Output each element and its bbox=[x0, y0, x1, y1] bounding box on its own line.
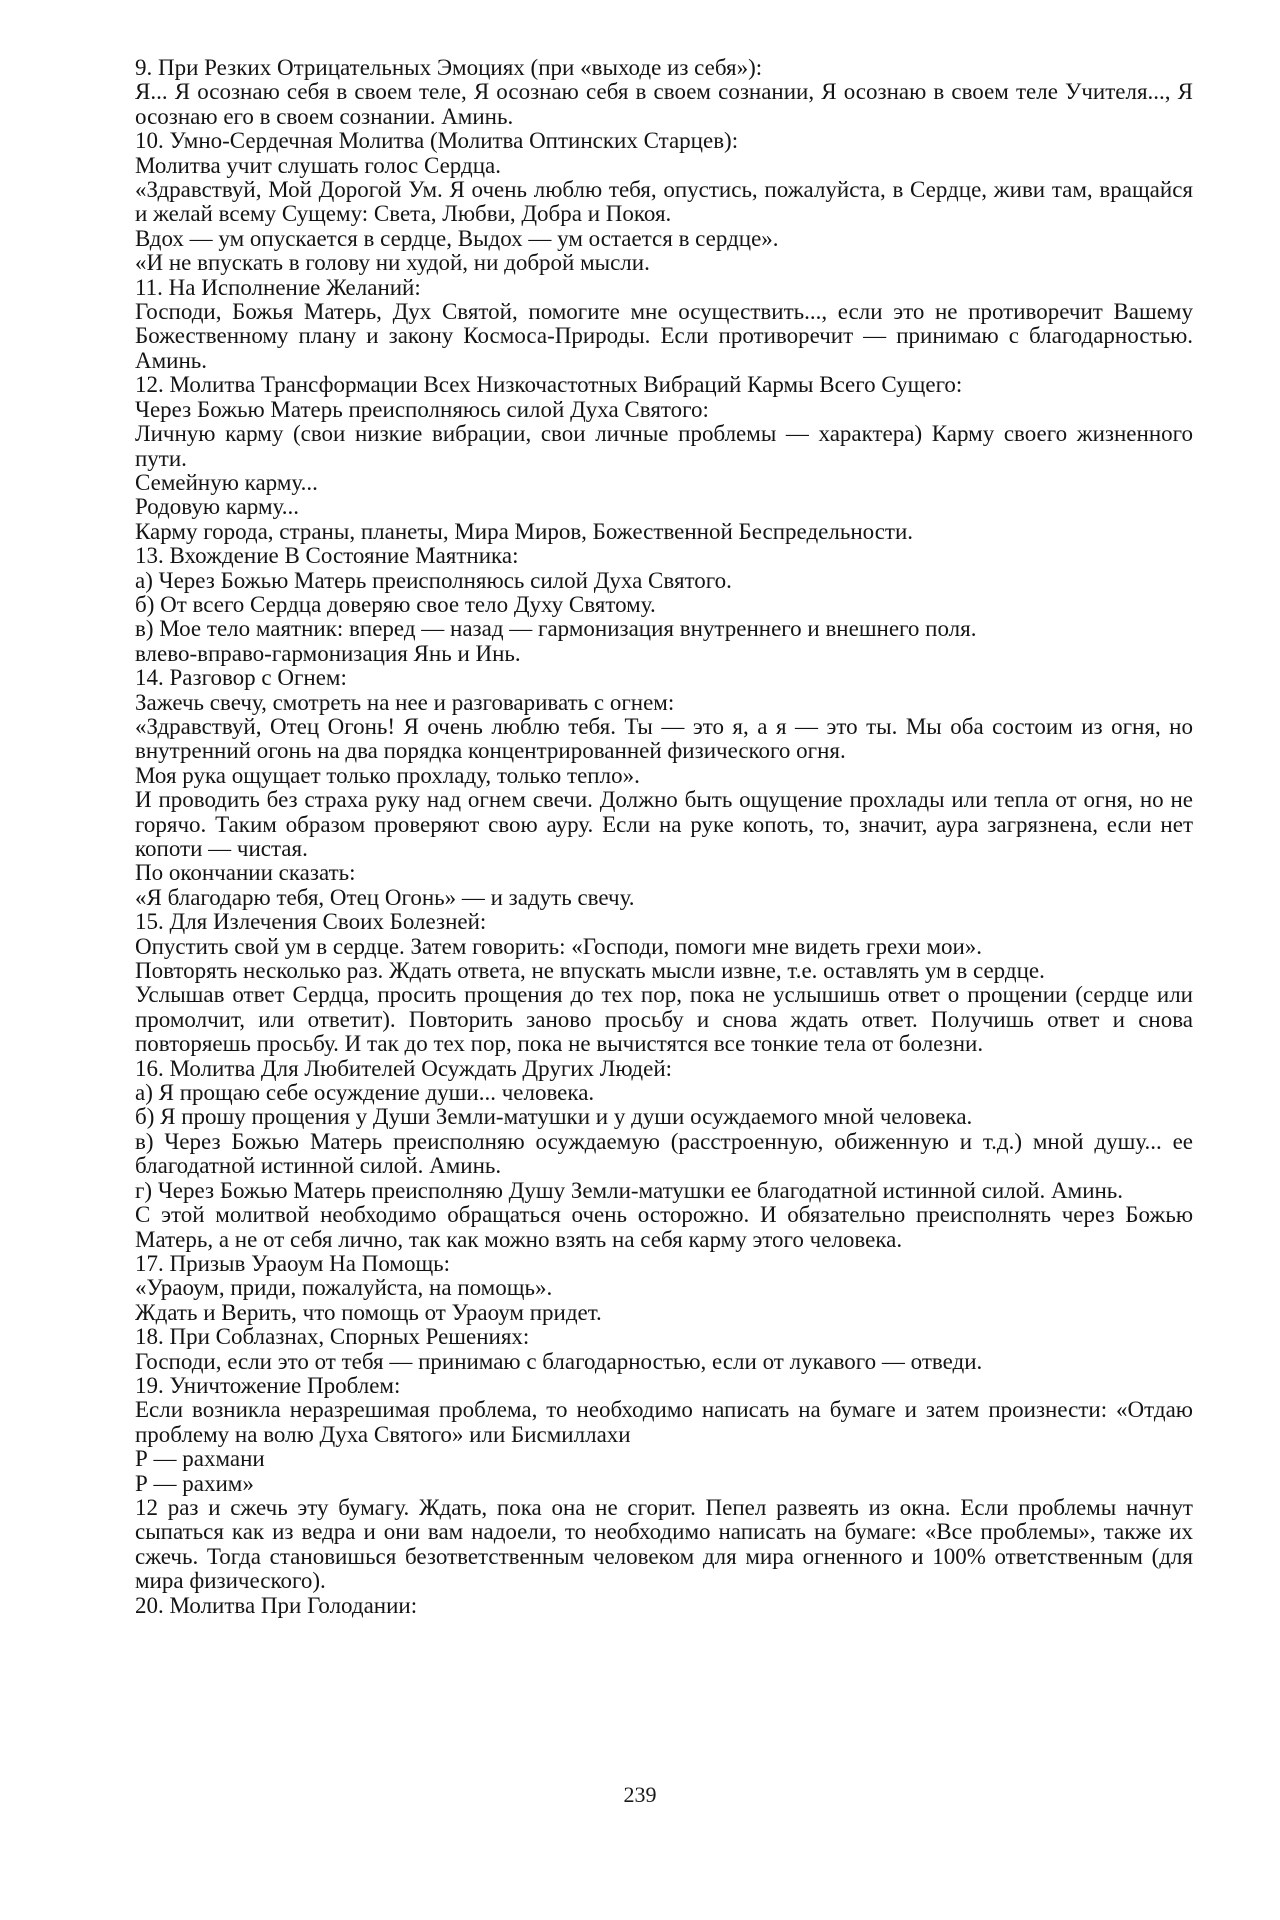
heading-10: 10. Умно-Сердечная Молитва (Молитва Оптинских Старцев): bbox=[135, 128, 739, 154]
paragraph: Услышав ответ Сердца, просить прощения до тех пор, пока не услышишь ответ о прощении (сердце или промолчит, или ответит). Повторить заново просьбу и снова ждать ответ. Получишь ответ и снова повторяешь просьбу. И так до тех пор, пока не вычистятся все тонкие тела от болезни. bbox=[135, 982, 1193, 1057]
paragraph: Молитва учит слушать голос Сердца. bbox=[135, 152, 501, 178]
paragraph: 12 раз и сжечь эту бумагу. Ждать, пока она не сгорит. Пепел развеять из окна. Если проблемы начнут сыпаться как из ведра и они вам надоели, то необходимо написать на бумаге: «Все проблемы», также их сжечь. Тогда становишься безответственным человеком для мира огненного и 100% ответственным (для мира физического). bbox=[135, 1494, 1193, 1594]
paragraph: Ждать и Верить, что помощь от Ураоум придет. bbox=[135, 1299, 602, 1325]
paragraph: Личную карму (свои низкие вибрации, свои личные проблемы — характера) Карму своего жизненного пути. bbox=[135, 421, 1193, 471]
list-item: в) Мое тело маятник: вперед — назад — гармонизация внутреннего и внешнего поля. bbox=[135, 616, 977, 642]
paragraph: Господи, если это от тебя — принимаю с благодарностью, если от лукавого — отведи. bbox=[135, 1348, 983, 1374]
heading-11: 11. На Исполнение Желаний: bbox=[135, 274, 421, 300]
heading-16: 16. Молитва Для Любителей Осуждать Других Людей: bbox=[135, 1055, 673, 1081]
list-item: б) Я прошу прощения у Души Земли-матушки и у души осуждаемого мной человека. bbox=[135, 1104, 973, 1130]
paragraph: Моя рука ощущает только прохладу, только тепло». bbox=[135, 762, 640, 788]
heading-9: 9. При Резких Отрицательных Эмоциях (при «выходе из себя»): bbox=[135, 55, 763, 80]
list-item: а) Я прощаю себе осуждение души... человека. bbox=[135, 1080, 595, 1106]
paragraph: «И не впускать в голову ни худой, ни доброй мысли. bbox=[135, 250, 650, 276]
paragraph: Родовую карму... bbox=[135, 494, 299, 520]
list-item: в) Через Божью Матерь преисполняю осуждаемую (расстроенную, обиженную и т.д.) мной душу... ее благодатной истинной силой. Аминь. bbox=[135, 1128, 1193, 1179]
list-item: г) Через Божью Матерь преисполняю Душу Земли-матушки ее благодатной истинной силой. Аминь. bbox=[135, 1177, 1124, 1203]
paragraph: Р — рахмани bbox=[135, 1446, 265, 1472]
list-item: а) Через Божью Матерь преисполняюсь силой Духа Святого. bbox=[135, 567, 732, 593]
heading-14: 14. Разговор с Огнем: bbox=[135, 665, 347, 691]
paragraph: Зажечь свечу, смотреть на нее и разговаривать с огнем: bbox=[135, 689, 675, 715]
heading-19: 19. Уничтожение Проблем: bbox=[135, 1372, 401, 1398]
heading-17: 17. Призыв Ураоум На Помощь: bbox=[135, 1250, 451, 1276]
list-item: б) От всего Сердца доверяю свое тело Духу Святому. bbox=[135, 591, 656, 617]
paragraph: Если возникла неразрешимая проблема, то необходимо написать на бумаге и затем произнести: «Отдаю проблему на волю Духа Святого» или Бисмиллахи bbox=[135, 1397, 1193, 1447]
heading-15: 15. Для Излечения Своих Болезней: bbox=[135, 909, 487, 935]
heading-12: 12. Молитва Трансформации Всех Низкочастотных Вибраций Кармы Всего Сущего: bbox=[135, 372, 963, 398]
paragraph: Вдох — ум опускается в сердце, Выдох — ум остается в сердце». bbox=[135, 225, 779, 251]
heading-18: 18. При Соблазнах, Спорных Решениях: bbox=[135, 1324, 530, 1350]
paragraph: Семейную карму... bbox=[135, 469, 318, 495]
paragraph: С этой молитвой необходимо обращаться очень осторожно. И обязательно преисполнять через Божью Матерь, а не от себя лично, так как можно взять на себя карму этого человека. bbox=[135, 1202, 1193, 1252]
paragraph: Р — рахим» bbox=[135, 1470, 254, 1496]
paragraph: Опустить свой ум в сердце. Затем говорить: «Господи, помоги мне видеть грехи мои». bbox=[135, 933, 983, 959]
paragraph: Я... Я осознаю себя в своем теле, Я осознаю себя в своем сознании, Я осознаю в своем теле Учителя..., Я осознаю его в своем сознании. Аминь. bbox=[135, 79, 1193, 129]
paragraph: «Ураоум, приди, пожалуйста, на помощь». bbox=[135, 1275, 553, 1301]
paragraph: Господи, Божья Матерь, Дух Святой, помогите мне осуществить..., если это не противоречит Вашему Божественному плану и закону Космоса-Природы. Если противоречит — принимаю с благодарностью. Аминь. bbox=[135, 299, 1193, 373]
paragraph: Повторять несколько раз. Ждать ответа, не впускать мысли извне, т.е. оставлять ум в сердце. bbox=[135, 958, 1045, 984]
paragraph: «Здравствуй, Отец Огонь! Я очень люблю тебя. Ты — это я, а я — это ты. Мы оба состоим из огня, но внутренний огонь на два порядка концентрированней физического огня. bbox=[135, 713, 1193, 764]
paragraph: влево-вправо-гармонизация Янь и Инь. bbox=[135, 640, 521, 666]
paragraph: «Здравствуй, Мой Дорогой Ум. Я очень люблю тебя, опустись, пожалуйста, в Сердце, живи там, вращайся и желай всему Сущему: Света, Любви, Добра и Покоя. bbox=[135, 177, 1193, 227]
page-number: 239 bbox=[623, 1782, 657, 1807]
heading-13: 13. Вхождение В Состояние Маятника: bbox=[135, 543, 519, 569]
paragraph: Карму города, страны, планеты, Мира Миров, Божественной Беспредельности. bbox=[135, 518, 914, 544]
paragraph: «Я благодарю тебя, Отец Огонь» — и задуть свечу. bbox=[135, 884, 635, 910]
heading-20: 20. Молитва При Голодании: bbox=[135, 1592, 418, 1618]
paragraph: Через Божью Матерь преисполняюсь силой Духа Святого: bbox=[135, 396, 709, 422]
paragraph: По окончании сказать: bbox=[135, 860, 356, 886]
page-body bbox=[135, 56, 1193, 1618]
paragraph: И проводить без страха руку над огнем свечи. Должно быть ощущение прохлады или тепла от огня, но не горячо. Таким образом проверяют свою ауру. Если на руке копоть, то, значит, аура загрязнена, если нет копоти — чистая. bbox=[135, 787, 1193, 861]
